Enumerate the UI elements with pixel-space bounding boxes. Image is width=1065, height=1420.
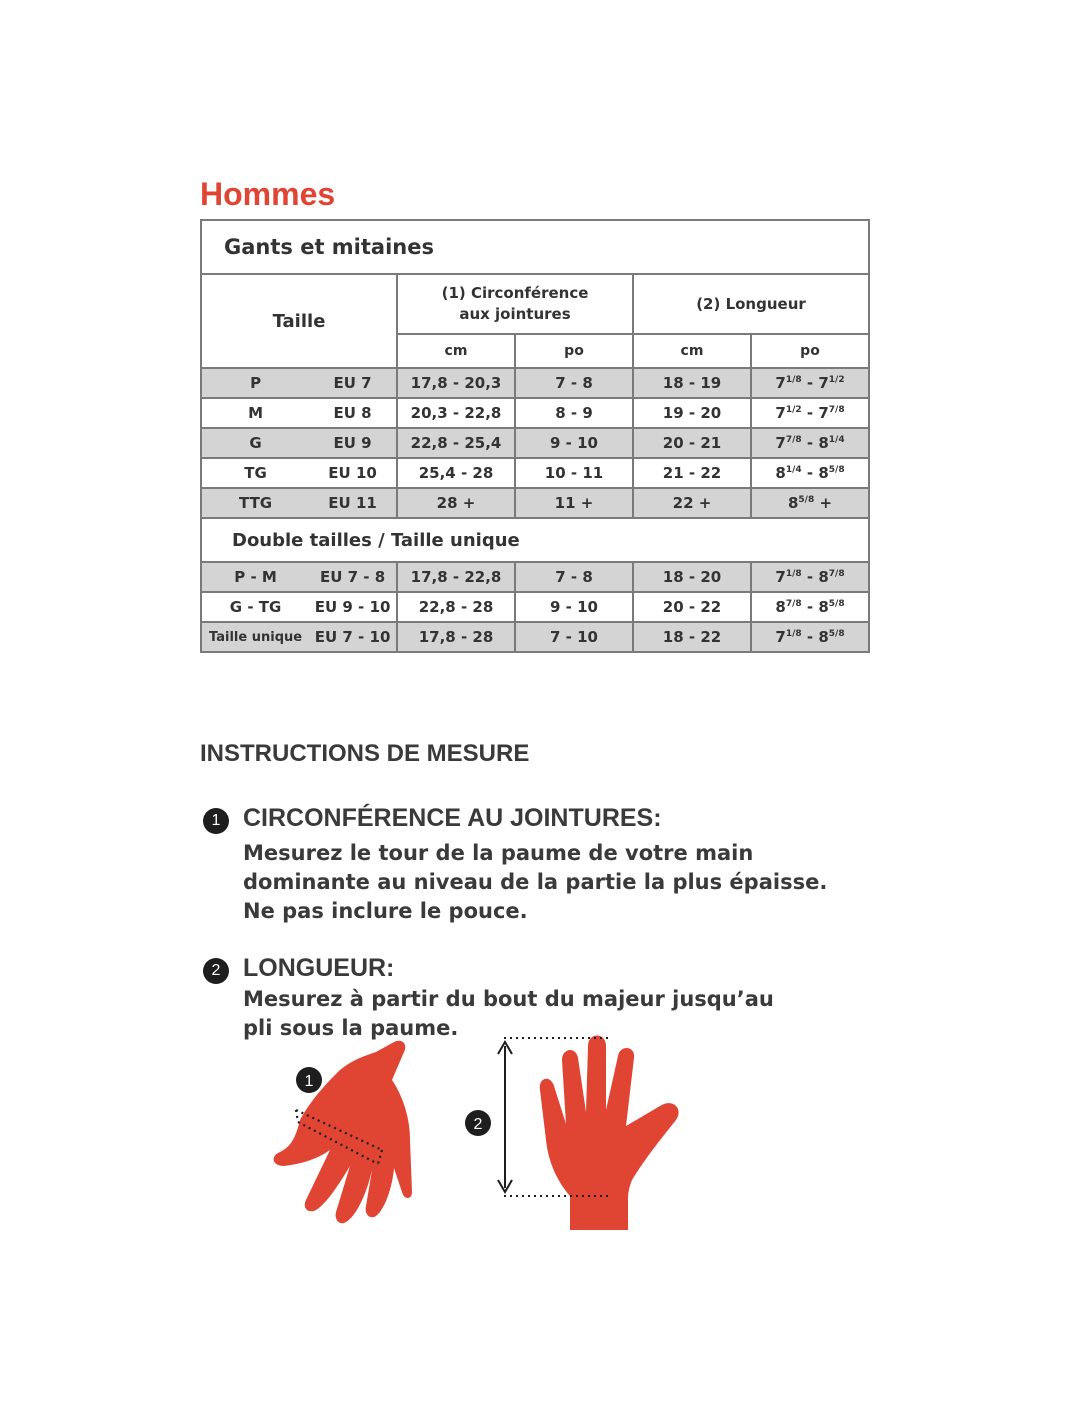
eu-size-cell: EU 8	[309, 398, 397, 428]
circumference-cm-cell: 17,8 - 28	[397, 622, 515, 652]
hand-icon	[540, 1036, 679, 1231]
fraction-superscript: 5/8	[828, 465, 845, 475]
taille-header: Taille	[201, 274, 397, 368]
inch-value: 8	[775, 598, 786, 616]
size-cell: TTG	[201, 488, 309, 518]
hand-icon	[274, 1041, 412, 1224]
fraction-superscript: 1/8	[785, 569, 802, 579]
circumference-po-cell: 7 - 8	[515, 562, 633, 592]
inch-value: +	[819, 494, 833, 512]
page-title: Hommes	[200, 176, 336, 212]
circumference-cm-cell: 17,8 - 20,3	[397, 368, 515, 398]
fraction-superscript: 7/8	[785, 435, 802, 445]
step-number-badge: 2	[203, 958, 229, 984]
fraction-superscript: 1/8	[785, 375, 802, 385]
step-line: Mesurez à partir du bout du majeur jusqu’au	[243, 987, 774, 1011]
figure-label: 2	[473, 1116, 483, 1133]
circumference-po-cell: 7 - 8	[515, 368, 633, 398]
hand-circumference-figure	[274, 1041, 412, 1224]
range-separator: -	[801, 404, 819, 422]
inch-value: 8	[818, 628, 829, 646]
eu-size-cell: EU 9	[309, 428, 397, 458]
inch-value: 7	[775, 568, 786, 586]
eu-size-cell: EU 11	[309, 488, 397, 518]
range-separator: -	[801, 374, 819, 392]
fraction-superscript: 1/2	[785, 405, 802, 415]
circumference-cm-cell: 22,8 - 25,4	[397, 428, 515, 458]
inch-value: 8	[775, 464, 786, 482]
inch-value: 7	[818, 404, 829, 422]
circumference-po-cell: 11 +	[515, 488, 633, 518]
size-cell: TG	[201, 458, 309, 488]
length-cm-cell: 21 - 22	[633, 458, 751, 488]
step-line: Ne pas inclure le pouce.	[243, 899, 528, 923]
range-separator: -	[801, 568, 819, 586]
length-cm-cell: 18 - 22	[633, 622, 751, 652]
circumference-cm-cell: 28 +	[397, 488, 515, 518]
eu-size-cell: EU 10	[309, 458, 397, 488]
fraction-superscript: 5/8	[798, 495, 815, 505]
circumference-cm-cell: 25,4 - 28	[397, 458, 515, 488]
inch-value: 7	[775, 374, 786, 392]
fraction-superscript: 7/8	[828, 405, 845, 415]
eu-size-cell: EU 7	[309, 368, 397, 398]
step-heading: LONGUEUR:	[243, 954, 395, 982]
range-separator: -	[801, 434, 819, 452]
size-cell: P - M	[201, 562, 309, 592]
fraction-superscript: 1/4	[785, 465, 802, 475]
step-line: dominante au niveau de la partie la plus épaisse.	[243, 870, 828, 894]
length-cm-cell: 18 - 19	[633, 368, 751, 398]
circumference-cm-cell: 17,8 - 22,8	[397, 562, 515, 592]
inch-value: 8	[818, 434, 829, 452]
size-cell: M	[201, 398, 309, 428]
col-group-line: (2) Longueur	[696, 294, 806, 313]
size-cell: Taille unique	[201, 622, 309, 652]
circumference-po-cell: 7 - 10	[515, 622, 633, 652]
circumference-po-cell: 8 - 9	[515, 398, 633, 428]
circumference-po-cell: 9 - 10	[515, 428, 633, 458]
inch-value: 8	[818, 464, 829, 482]
double-size-header: Double tailles / Taille unique	[201, 518, 869, 562]
col-group-line: aux jointures	[459, 305, 571, 323]
circumference-po-cell: 10 - 11	[515, 458, 633, 488]
hand-length-figure	[465, 1036, 679, 1231]
instructions-title: INSTRUCTIONS DE MESURE	[200, 740, 530, 767]
length-cm-cell: 20 - 22	[633, 592, 751, 622]
unit-header: cm	[633, 334, 751, 368]
step-heading: CIRCONFÉRENCE AU JOINTURES:	[243, 804, 662, 832]
fraction-superscript: 5/8	[828, 629, 845, 639]
length-cm-cell: 22 +	[633, 488, 751, 518]
unit-header: po	[515, 334, 633, 368]
length-cm-cell: 19 - 20	[633, 398, 751, 428]
length-cm-cell: 18 - 20	[633, 562, 751, 592]
size-cell: G	[201, 428, 309, 458]
circumference-po-cell: 9 - 10	[515, 592, 633, 622]
unit-header: po	[751, 334, 869, 368]
fraction-superscript: 7/8	[828, 569, 845, 579]
size-cell: G - TG	[201, 592, 309, 622]
col-group-line: (1) Circonférence	[441, 284, 589, 302]
inch-value: 8	[818, 598, 829, 616]
range-separator: -	[801, 464, 819, 482]
fraction-superscript: 1/2	[828, 375, 845, 385]
unit-header: cm	[397, 334, 515, 368]
fraction-superscript: 7/8	[785, 599, 802, 609]
inch-value: 7	[775, 434, 786, 452]
length-cm-cell: 20 - 21	[633, 428, 751, 458]
figure-label: 1	[304, 1073, 314, 1090]
table-caption: Gants et mitaines	[201, 220, 869, 274]
range-separator: -	[801, 598, 819, 616]
size-cell: P	[201, 368, 309, 398]
inch-value: 8	[818, 568, 829, 586]
fraction-superscript: 1/4	[828, 435, 845, 445]
range-separator: -	[801, 628, 819, 646]
step-line: Mesurez le tour de la paume de votre main	[243, 841, 754, 865]
fraction-superscript: 5/8	[828, 599, 845, 609]
inch-value: 7	[775, 404, 786, 422]
inch-value: 8	[787, 494, 799, 512]
step-number-badge: 1	[203, 808, 229, 834]
eu-size-cell: EU 9 - 10	[309, 592, 397, 622]
eu-size-cell: EU 7 - 10	[309, 622, 397, 652]
circumference-cm-cell: 22,8 - 28	[397, 592, 515, 622]
inch-value: 7	[818, 374, 829, 392]
eu-size-cell: EU 7 - 8	[309, 562, 397, 592]
fraction-superscript: 1/8	[785, 629, 802, 639]
inch-value: 7	[775, 628, 786, 646]
circumference-cm-cell: 20,3 - 22,8	[397, 398, 515, 428]
step-line: pli sous la paume.	[243, 1016, 459, 1040]
